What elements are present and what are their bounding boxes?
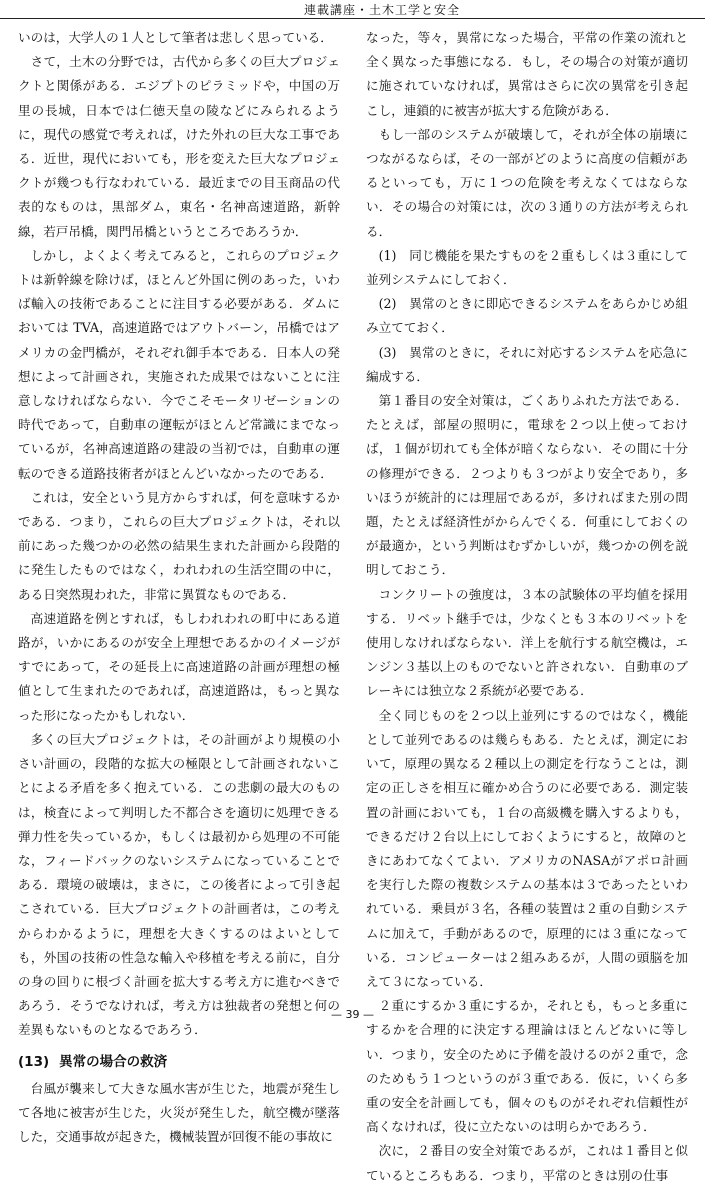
body-paragraph: もし一部のシステムが破壊して，それが全体の崩壊につながるならば，その一部がどのように高度の信頼があるといっても，万に１つの危険を考えなくてはならない．その場合の対策には，次の３通りの方法が考えられる．	[366, 126, 688, 239]
body-paragraph: なった，等々，異常になった場合，平常の作業の流れと全く異なった事態になる．もし，その場合の対策が適切に施されていなければ，異常はさらに次の異常を引き起こし，連鎖的に被害が拡大する危険がある．	[366, 30, 688, 118]
list-item: (3) 異常のときに，それに対応するシステムを応急に編成する．	[366, 344, 688, 384]
list-item: (2) 異常のときに即応できるシステムをあらかじめ組み立てておく．	[366, 296, 688, 336]
body-paragraph: 全く同じものを２つ以上並列にするのではなく，機能として並列であるのは幾らもある．たとえば，測定において，原理の異なる２種以上の測定を行なうことは，測定の正しさを相互に確かめ合うのに必要である．測定装置の計画においても，１台の高級機を購入するよりも，できるだけ２台以上にしておくようにすると，故障のときにあわてなくてよい．アメリカのNASAがアポロ計画を実行した際の複数システムの基本は３であったといわれている．乗員が３名，各種の装置は２重の自動システムに加えて，手動があるので，原理的には３重になっている．コンピューターは２組みあるが，人間の頭脳を加えて３になっている．	[366, 707, 688, 989]
left-column	[18, 26, 340, 1149]
page-number: — 39 —	[331, 1008, 374, 1021]
body-paragraph: しかし，よくよく考えてみると，これらのプロジェクトは新幹線を除けば，ほとんど外国に例のあった，いわば輸入の技術であることに注目する必要がある．ダムにおいては TVA，高速道路ではアウトバーン，吊橋ではアメリカの金門橋が，それぞれ御手本である．日本人の発想によって計画され，実施された成果ではないことに注意しなければならない．今でこそモータリゼーションの時代であって，自動車の運転がほとんど常識にまでなっているが，名神高速道路の建設の当初では，自動車の運転のできる道路技術者がほとんどいなかったのである．	[18, 247, 340, 481]
body-paragraph: 多くの巨大プロジェクトは，その計画がより規模の小さい計画の，段階的な拡大の極限として計画されないことによる矛盾を多く抱えている．この悲劇の最大のものは，検査によって判明した不都合さを適切に処理できる弾力性を失っているか，もしくは最初から処理の不可能な，フィードバックのないシステムになっていることである．環境の破壊は，まさに，この後者によって引き起こされている．巨大プロジェクトの計画者は，この考えからわかるように，理想を大きくするのはよいとしても，外国の技術の性急な輸入や移植を考える前に，自分の身の回りに根づく計画を拡大する考え方に進むべきであろう．そうでなければ，考え方は独裁者の発想と何の差異もないものとなるであろう．	[18, 731, 340, 1038]
section-heading	[18, 1051, 340, 1073]
section-title: 異常の場合の救済	[59, 1053, 168, 1070]
body-paragraph: 第１番目の安全対策は，ごくありふれた方法である．たとえば，部屋の照明に，電球を２つ以上使っておけば，１個が切れても全体が暗くならない．その間に十分の修理ができる．２つよりも３つがより安全であり，多いほうが統計的には理屈であるが，多ければまた別の問題，たとえば経済性がからんでくる．何重にしておくのが最適か，という判断はむずかしいが，幾つかの例を説明しておこう．	[366, 393, 688, 578]
body-paragraph: ２重にするか３重にするか，それとも，もっと多重にするかを合理的に決定する理論はほとんどないに等しい．つまり，安全のために予備を設けるのが２重で，念のためもう１つというのが３重である．仮に，いくら多重の安全を計画しても，個々のものがそれぞれ信頼性が高くなければ，役に立たないのは明らかであろう．	[366, 998, 688, 1135]
body-paragraph: コンクリートの強度は，３本の試験体の平均値を採用する．リベット継手では，少なくとも３本のリベットを使用しなければならない．洋上を航行する航空機は，エンジン３基以上のものでないと許されない．自動車のブレーキには独立な２系統が必要である．	[366, 586, 688, 699]
body-paragraph: さて，土木の分野では，古代から多くの巨大プロジェクトと関係がある．エジプトのピラミッドや，中国の万里の長城，日本では仁徳天皇の陵などにみられるように，現代の感覚で考えれば，けた外れの巨大な工事である．近世，現代においても，形を変えた巨大なプロジェクトが幾つも行なわれている．最近までの目玉商品の代表的なものは，黒部ダム，東名・名神高速道路，新幹線，若戸吊橋，関門吊橋というところであろうか．	[18, 54, 340, 239]
series-title: 連載講座・土木工学と安全	[303, 3, 460, 17]
section-number: (13)	[18, 1053, 50, 1070]
list-item: (1) 同じ機能を果たすものを２重もしくは３重にして並列システムにしておく．	[366, 247, 688, 288]
page-header	[0, 0, 705, 19]
body-paragraph: 台風が襲来して大きな風水害が生じた，地震が発生して各地に被害が生じた，火災が発生した，航空機が墜落した，交通事故が起きた，機械装置が回復不能の事故に	[18, 1080, 340, 1144]
body-paragraph: いのは，大学人の１人として筆者は悲しく思っている．	[18, 30, 333, 45]
body-paragraph: これは，安全という見方からすれば，何を意味するかである．つまり，これらの巨大プロジェクトは，それ以前にあった幾つかの必然の結果生まれた計画から段階的に発生したものではなく，われわれの生活空間の中に，ある日突然現われた，非常に異質なものである．	[18, 489, 340, 602]
body-paragraph: 次に，２番目の安全対策であるが，これは１番目と似ているところもある．つまり，平常のときは別の仕事	[366, 1143, 688, 1183]
body-paragraph: 高速道路を例とすれば，もしわれわれの町中にある道路が，いかにあるのが安全上理想であるかのイメージがすでにあって，その延長上に高速道路の計画が理想の極値として生まれたのであれば，高速道路は，もっと異なった形になったかもしれない．	[18, 610, 340, 723]
